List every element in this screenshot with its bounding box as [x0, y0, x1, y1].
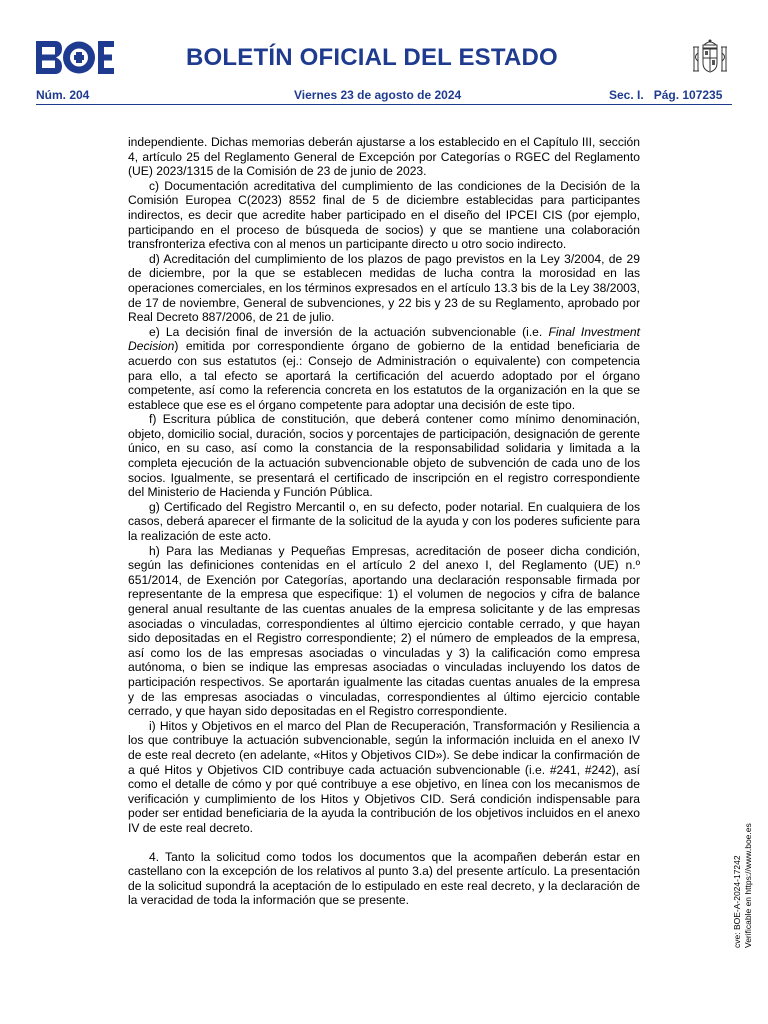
- section-page: Sec. I. Pág. 107235: [609, 88, 723, 102]
- issue-date: Viernes 23 de agosto de 2024: [294, 88, 462, 102]
- paragraph-d: d) Acreditación del cumplimiento de los plazos de pago previstos en la Ley 3/2004, de 29 de diciembre, por la que se establecen medidas de lucha contra la morosidad en las operaciones comerciales, en los términos expresados en el artículo 13.3 bis de la Ley 38/2003, de 17 de noviembre, General de subvenciones, y 22 bis y 23 de su Reglamento, aprobado por Real Decreto 887/2006, de 21 de julio.: [128, 251, 640, 325]
- header-divider: [36, 104, 732, 105]
- paragraph-f: f) Escritura pública de constitución, que deberá contener como mínimo denominación, objeto, domicilio social, duración, socios y porcentajes de participación, designación de gerente único, en su caso, así como la constancia de la responsabilidad solidaria y limitada a la completa ejecución de la actuación subvencionable objeto de subvención de cada uno de los socios. Igualmente, se presentará el certificado de inscripción en el registro correspondiente del Ministerio de Hacienda y Función Pública.: [128, 412, 640, 500]
- cve-code: cve: BOE-A-2024-17242: [732, 855, 742, 948]
- boe-logo: [36, 41, 114, 74]
- paragraph-e-start: e) La decisión final de inversión de la actuación subvencionable (i.e.: [149, 324, 549, 339]
- gazette-title: BOLETÍN OFICIAL DEL ESTADO: [186, 44, 558, 71]
- paragraph: independiente. Dichas memorias deberán ajustarse a los establecido en el Capítulo III, sección 4, artículo 25 del Reglamento General de Excepción por Categorías o RGEC del Reglamento (UE) 2023/1315 de la Comisión de 23 de junio de 2023.: [128, 135, 640, 179]
- verification-note: [732, 823, 754, 948]
- article-body: [128, 135, 640, 908]
- paragraph-g: g) Certificado del Registro Mercantil o, en su defecto, poder notarial. En cualquiera de los casos, deberá aparecer el firmante de la solicitud de la ayuda y con los poderes suficiente para la realización de este acto.: [128, 499, 640, 544]
- paragraph-e-end: ) emitida por correspondiente órgano de gobierno de la entidad beneficiaria de acuerdo con sus estatutos (ej.: Consejo de Administración o equivalente) con competencia para ello, a tal efecto se aportará la certificación del acuerdo adoptado por el órgano competente, así como la referencia concreta en los estatutos de la organización en la que se establece que ese es el órgano competente para adoptar una decisión de este tipo.: [128, 339, 640, 412]
- paragraph-4: 4. Tanto la solicitud como todos los documentos que la acompañen deberán estar en castellano con la excepción de los relativos al punto 3.a) del presente artículo. La presentación de la solicitud supondrá la aceptación de lo estipulado en este real decreto, y la declaración de la veracidad de toda la información que se presente.: [128, 849, 640, 908]
- issue-number: Núm. 204: [36, 88, 90, 102]
- paragraph-h: h) Para las Medianas y Pequeñas Empresas, acreditación de poseer dicha condición, según las definiciones contenidas en el artículo 2 del anexo I, del Reglamento (UE) n.º 651/2014, de Exención por Categorías, aportando una declaración responsable firmada por representante de la empresa que especifique: 1) el volumen de negocios y cifra de balance general anual resultante de las cuentas anuales de la empresa solicitante y de las empresas asociadas o vinculadas, correspondientes al último ejercicio contable cerrado, y que hayan sido depositadas en el Registro correspondiente; 2) el número de empleados de la empresa, así como los de las empresas asociadas o vinculadas y 3) la calificación como empresa autónoma, o bien se indique las empresas asociadas o vinculadas incluyendo los datos de participación respectivos. Se aportarán igualmente las citadas cuentas anuales de la empresa y de las empresas asociadas o vinculadas, correspondientes al último ejercicio contable cerrado, y que hayan sido depositadas en el Registro correspondiente.: [128, 543, 640, 719]
- coat-of-arms-icon: [691, 37, 729, 79]
- verify-link[interactable]: Verificable en https://www.boe.es: [743, 823, 753, 948]
- paragraph-c: c) Documentación acreditativa del cumplimiento de las condiciones de la Decisión de la Comisión Europea C(2023) 8552 final de 5 de diciembre establecidas para participantes indirectos, es decir que acredite haber participado en el diseño del IPCEI CIS (por ejemplo, participando en el proceso de búsqueda de socios) y que se mantiene una colaboración transfronteriza efectiva con al menos un participante directo u otro socio indirecto.: [128, 178, 640, 252]
- paragraph-e: [128, 325, 640, 413]
- paragraph-i: i) Hitos y Objetivos en el marco del Plan de Recuperación, Transformación y Resiliencia a los que contribuye la actuación subvencionable, según la información incluida en el anexo IV de este real decreto (en adelante, «Hitos y Objetivos CID»). Se debe indicar la confirmación de a qué Hitos y Objetivos CID contribuye cada actuación subvencionable (i.e. #241, #242), así como el detalle de cómo y por qué contribuye a ese objetivo, en línea con los mecanismos de verificación y cumplimiento de los Hitos y Objetivos CID. Será condición indispensable para poder ser entidad beneficiaria de la ayuda la contribución de los objetivos incluidos en el anexo IV de este real decreto.: [128, 718, 640, 835]
- paragraph-e-italic: Final Investment Decision: [128, 324, 640, 354]
